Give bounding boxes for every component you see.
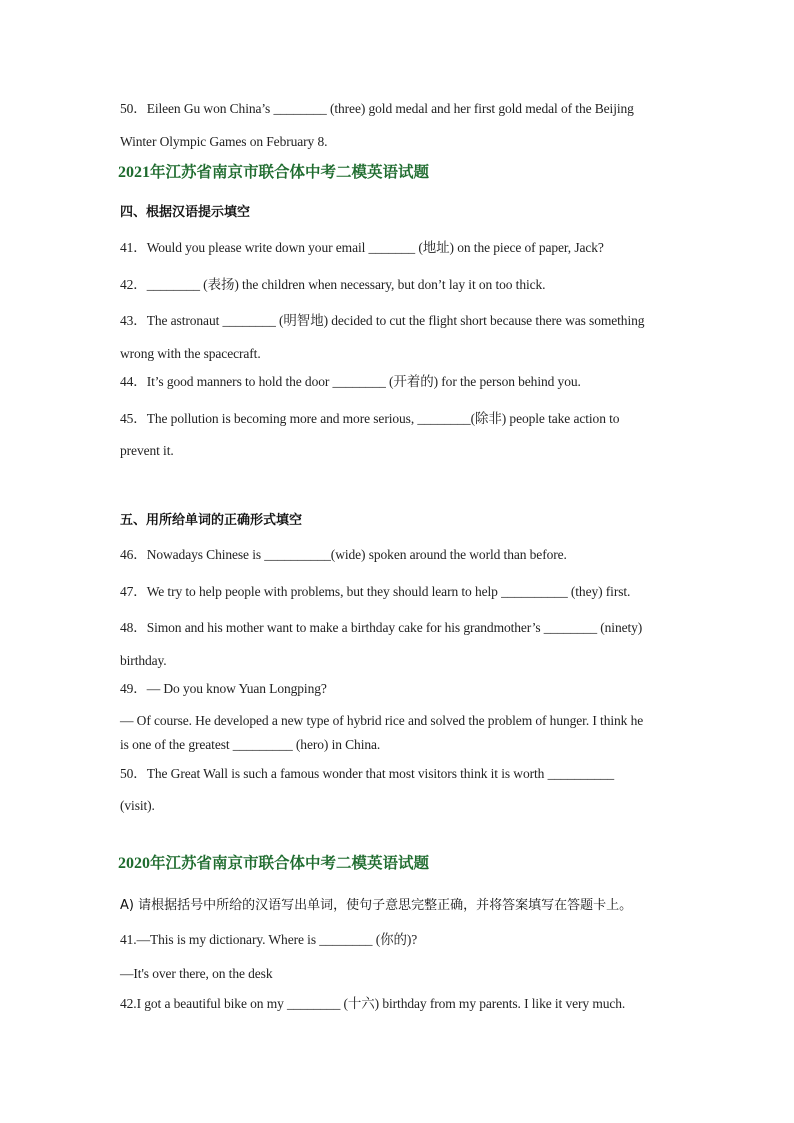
exam-2021-heading (118, 160, 429, 182)
question-49-line-2: — Of course. He developed a new type of hybrid rice and solved the problem of hunger. I think he (120, 713, 644, 728)
question-43-line-2: wrong with the spacecraft. (120, 346, 261, 361)
question-45-line-1: 45．The pollution is becoming more and more serious, ________(除非) people take action to (120, 411, 620, 426)
exam-2020-heading-year: 2020 (118, 855, 150, 872)
question-41: 41．Would you please write down your email _______ (地址) on the piece of paper, Jack? (120, 240, 604, 255)
section-5-title: 五、用所给单词的正确形式填空 (120, 513, 303, 528)
question-44: 44．It’s good manners to hold the door ________ (开着的) for the person behind you. (120, 374, 581, 389)
question-43-line-1: 43．The astronaut ________ (明智地) decided to cut the flight short because there was something (120, 313, 645, 328)
question-42: 42．________ (表扬) the children when necessary, but don’t lay it on too thick. (120, 277, 546, 292)
question-41b-line-2: —It's over there, on the desk (120, 966, 273, 981)
question-47: 47．We try to help people with problems, but they should learn to help __________ (they) first. (120, 584, 631, 599)
question-50-line-2: Winter Olympic Games on February 8. (120, 134, 328, 149)
question-50b-line-2: (visit). (120, 798, 155, 813)
question-42b: 42.I got a beautiful bike on my ________ (十六) birthday from my parents. I like it very much. (120, 996, 626, 1011)
question-48-line-2: birthday. (120, 653, 167, 668)
question-48-line-1: 48．Simon and his mother want to make a birthday cake for his grandmother’s ________ (ninety) (120, 620, 643, 635)
question-49-line-3: is one of the greatest _________ (hero) in China. (120, 737, 381, 752)
instruction-a: A) 请根据括号中所给的汉语写出单词，使句子意思完整正确，并将答案填写在答题卡上。 (120, 898, 633, 913)
question-46: 46．Nowadays Chinese is __________(wide) spoken around the world than before. (120, 547, 567, 562)
question-49-line-1: 49．— Do you know Yuan Longping? (120, 681, 327, 696)
question-50b-line-1: 50．The Great Wall is such a famous wonder that most visitors think it is worth __________ (120, 766, 615, 781)
exam-2020-heading-text: 年江苏省南京市联合体中考二模英语试题 (150, 854, 430, 872)
question-50-line-1: 50．Eileen Gu won China’s ________ (three) gold medal and her first gold medal of the Beijing (120, 101, 634, 116)
question-41b-line-1: 41.—This is my dictionary. Where is ________ (你的)? (120, 932, 418, 947)
exam-2021-heading-text: 年江苏省南京市联合体中考二模英语试题 (150, 163, 430, 181)
question-45-line-2: prevent it. (120, 443, 174, 458)
exam-2021-heading-year: 2021 (118, 164, 150, 181)
section-4-title: 四、根据汉语提示填空 (120, 205, 251, 220)
exam-2020-heading (118, 851, 429, 873)
